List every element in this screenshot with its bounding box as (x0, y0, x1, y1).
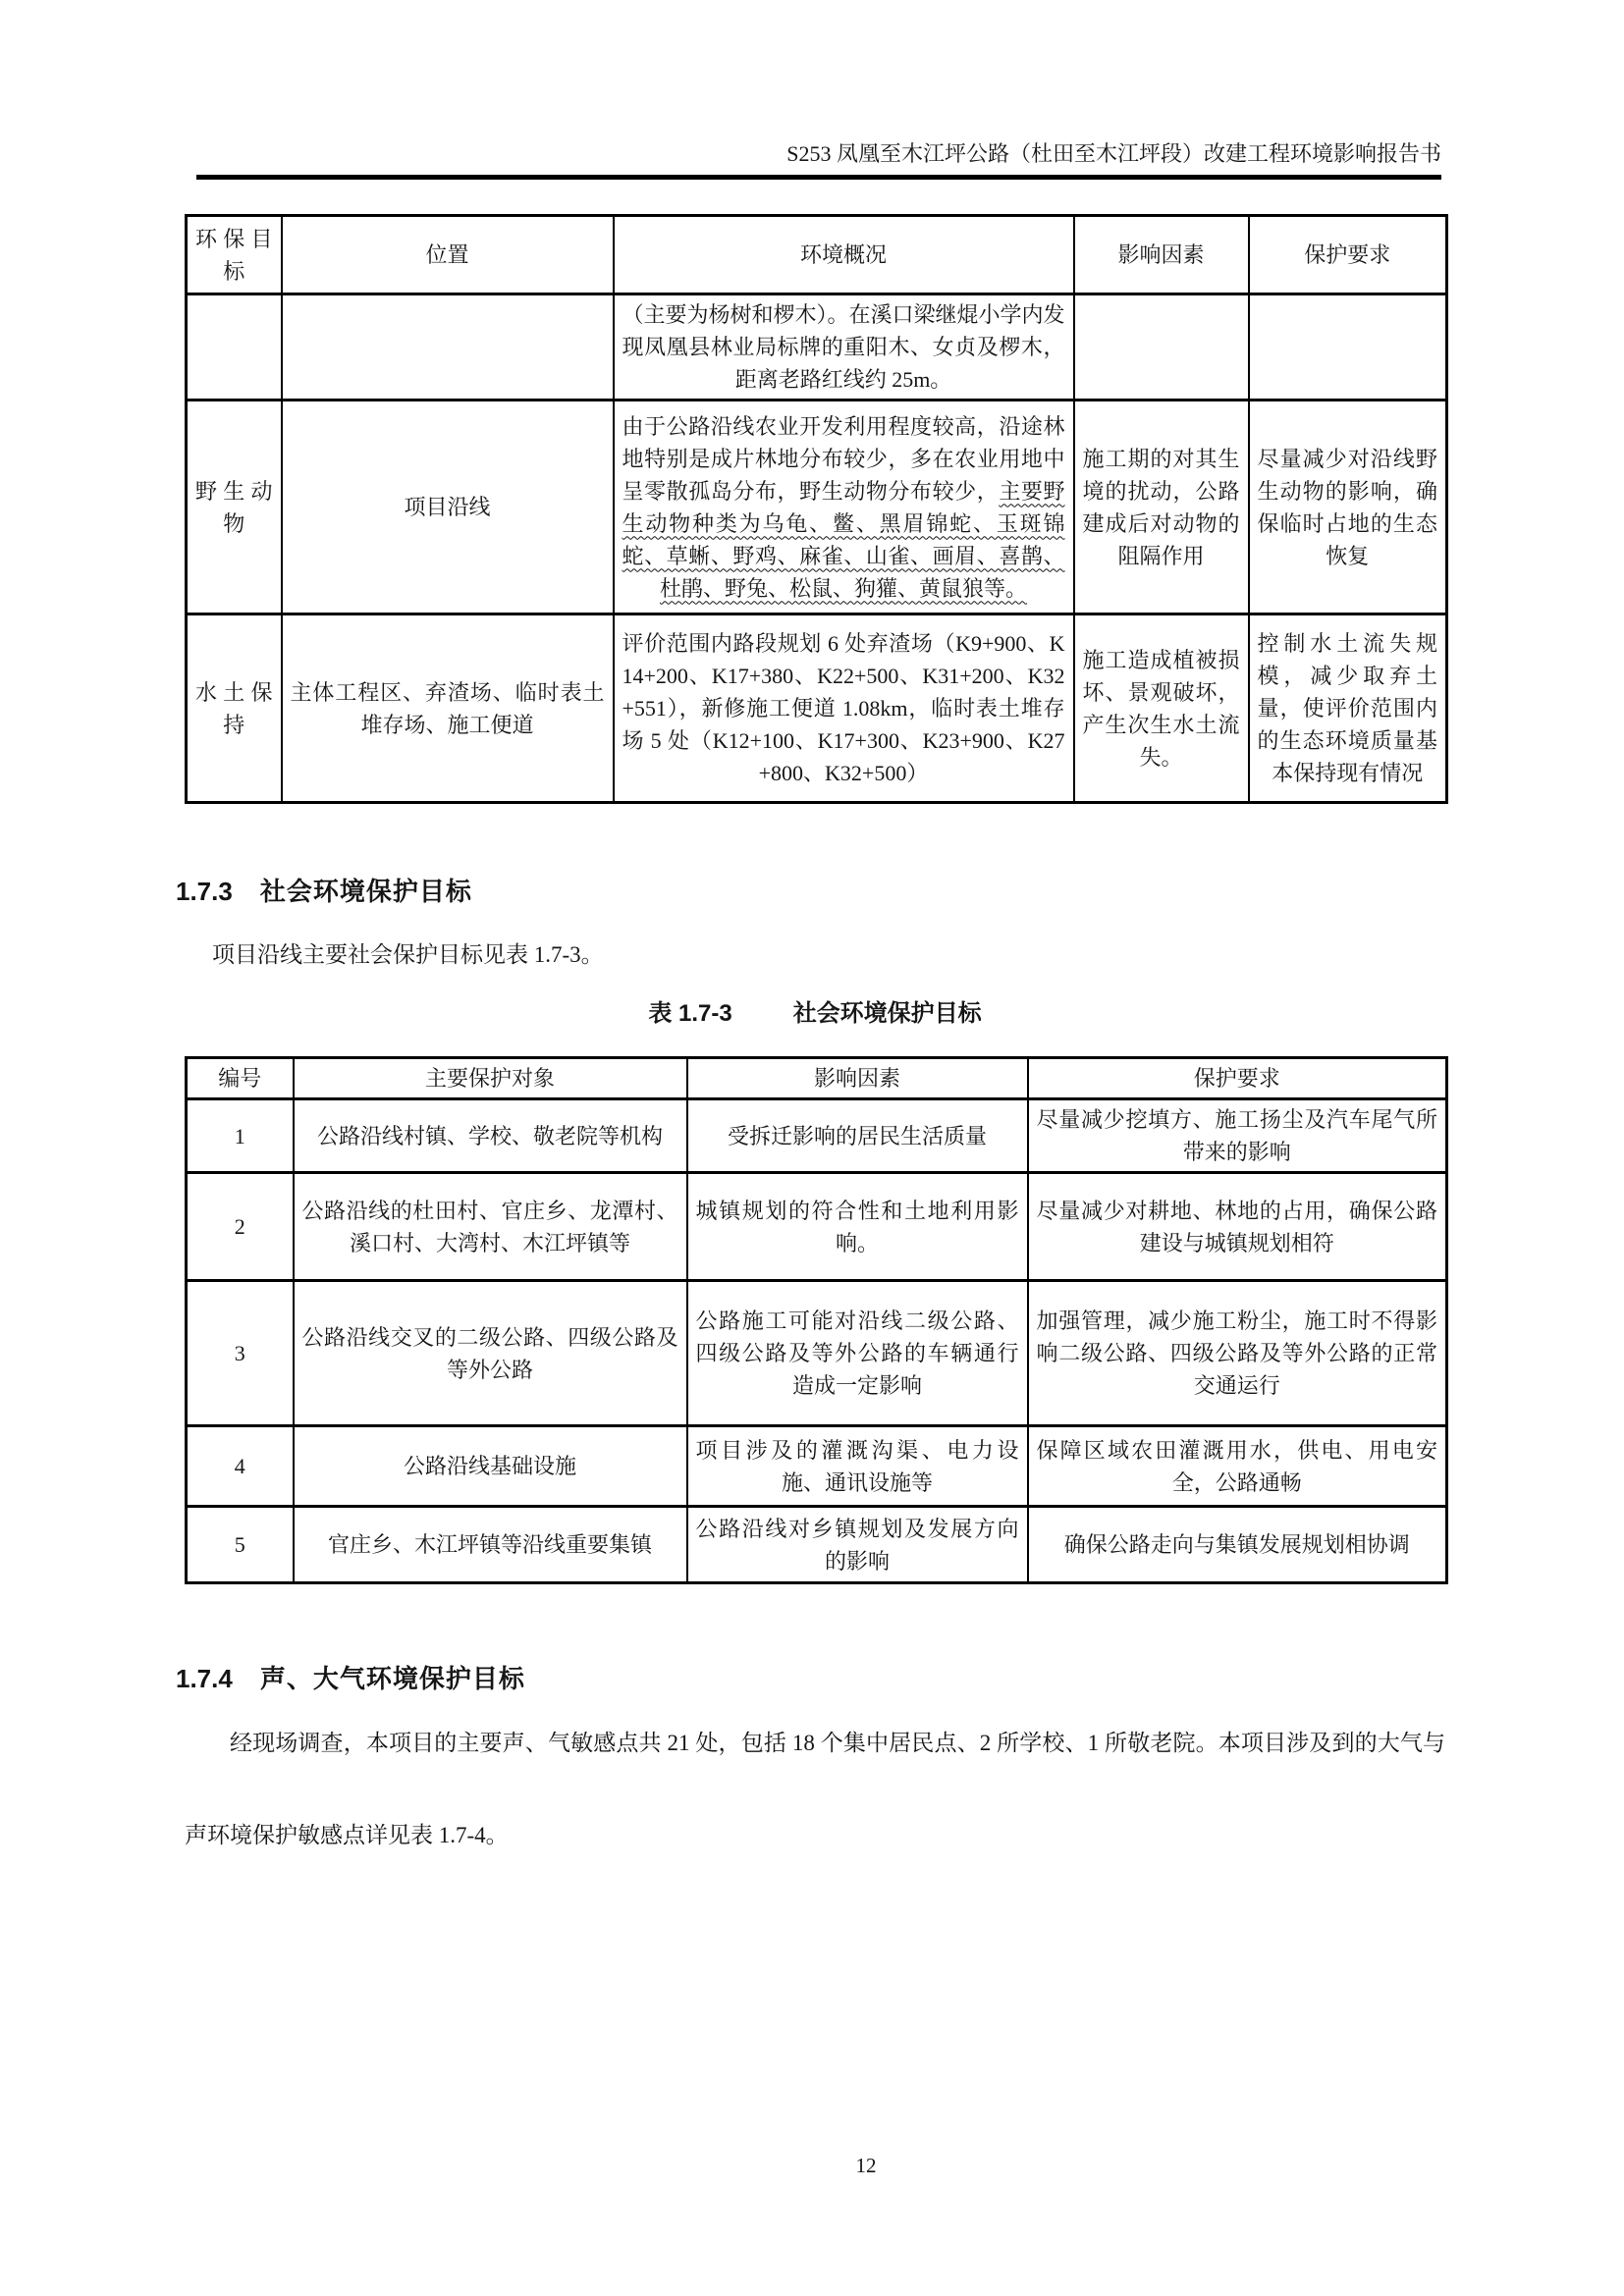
col-header-requirement: 保护要求 (1028, 1058, 1447, 1099)
section-title: 社会环境保护目标 (259, 877, 472, 906)
section-title: 声、大气环境保护目标 (259, 1664, 525, 1693)
env-protection-targets-table (185, 214, 1448, 804)
table-header-row (187, 216, 1447, 294)
wildlife-species-wavy-underline: 主要野生动物种类为乌龟、鳖、黑眉锦蛇、玉斑锦蛇、草蜥、野鸡、麻雀、山雀、画眉、喜鹊、杜鹃、野兔、松鼠、狗獾、黄鼠狼等。 (622, 478, 1065, 601)
cell-object: 公路沿线的杜田村、官庄乡、龙潭村、溪口村、大湾村、木江坪镇等 (294, 1173, 687, 1281)
section-number: 1.7.3 (176, 877, 233, 906)
section-heading-174 (176, 1662, 525, 1695)
table-row (187, 1099, 1447, 1173)
cell-overview: 评价范围内路段规划 6 处弃渣场（K9+900、K14+200、K17+380、K22+500、K31+200、K32+551），新修施工便道 1.08km，临时表土堆存场 5 处（K12+100、K17+300、K23+900、K27+800、K32+500） (614, 614, 1074, 803)
cell-target: 水土保持 (187, 614, 282, 803)
report-title: S253 凤凰至木江坪公路（杜田至木江坪段）改建工程环境影响报告书 (786, 141, 1441, 166)
cell-target: 野生动物 (187, 400, 282, 614)
table-row (187, 1173, 1447, 1281)
cell-location (282, 294, 614, 400)
cell-factor (1074, 294, 1249, 400)
page-number: 12 (855, 2154, 877, 2177)
table-row-continuation (187, 294, 1447, 400)
cell-requirement: 加强管理，减少施工粉尘，施工时不得影响二级公路、四级公路及等外公路的正常交通运行 (1028, 1281, 1447, 1426)
table-caption-173 (185, 997, 1445, 1031)
cell-requirement: 尽量减少挖填方、施工扬尘及汽车尾气所带来的影响 (1028, 1099, 1447, 1173)
paragraph-173 (185, 938, 1445, 972)
col-header-no: 编号 (187, 1058, 294, 1099)
paragraph-text: 经现场调查，本项目的主要声、气敏感点共 21 处，包括 18 个集中居民点、2 所学校、1 所敬老院。本项目涉及到的大气与声环境保护敏感点详见表 1.7-4。 (185, 1731, 1446, 1847)
table-row (187, 1507, 1447, 1583)
caption-title: 社会环境保护目标 (792, 1000, 982, 1027)
table-row-wildlife (187, 400, 1447, 614)
cell-object: 公路沿线交叉的二级公路、四级公路及等外公路 (294, 1281, 687, 1426)
col-header-factor: 影响因素 (1074, 216, 1249, 294)
table-row-soil-water (187, 614, 1447, 803)
cell-object: 公路沿线基础设施 (294, 1426, 687, 1507)
col-header-object: 主要保护对象 (294, 1058, 687, 1099)
cell-requirement: 控制水土流失规模，减少取弃土量，使评价范围内的生态环境质量基本保持现有情况 (1249, 614, 1447, 803)
cell-location: 主体工程区、弃渣场、临时表土堆存场、施工便道 (282, 614, 614, 803)
cell-factor: 受拆迁影响的居民生活质量 (687, 1099, 1028, 1173)
table-row (187, 1281, 1447, 1426)
table-row (187, 1426, 1447, 1507)
social-env-targets-table (185, 1056, 1448, 1584)
section-heading-173 (176, 875, 472, 908)
table-header-row (187, 1058, 1447, 1099)
cell-target (187, 294, 282, 400)
col-header-factor: 影响因素 (687, 1058, 1028, 1099)
cell-requirement: 尽量减少对耕地、林地的占用，确保公路建设与城镇规划相符 (1028, 1173, 1447, 1281)
col-header-overview: 环境概况 (614, 216, 1074, 294)
cell-factor: 施工期的对其生境的扰动，公路建成后对动物的阻隔作用 (1074, 400, 1249, 614)
cell-requirement: 确保公路走向与集镇发展规划相协调 (1028, 1507, 1447, 1583)
col-header-location: 位置 (282, 216, 614, 294)
cell-factor: 城镇规划的符合性和土地利用影响。 (687, 1173, 1028, 1281)
cell-requirement: 保障区域农田灌溉用水，供电、用电安全，公路通畅 (1028, 1426, 1447, 1507)
cell-object: 官庄乡、木江坪镇等沿线重要集镇 (294, 1507, 687, 1583)
col-header-requirement: 保护要求 (1249, 216, 1447, 294)
cell-factor: 公路施工可能对沿线二级公路、四级公路及等外公路的车辆通行造成一定影响 (687, 1281, 1028, 1426)
cell-overview: （主要为杨树和椤木）。在溪口梁继焜小学内发现凤凰县林业局标牌的重阳木、女贞及椤木，距离老路红线约 25m。 (614, 294, 1074, 400)
cell-requirement (1249, 294, 1447, 400)
cell-object: 公路沿线村镇、学校、敬老院等机构 (294, 1099, 687, 1173)
cell-factor: 施工造成植被损坏、景观破坏，产生次生水土流失。 (1074, 614, 1249, 803)
caption-label: 表 1.7-3 (648, 1000, 732, 1027)
cell-no: 5 (187, 1507, 294, 1583)
cell-factor: 公路沿线对乡镇规划及发展方向的影响 (687, 1507, 1028, 1583)
col-header-env-target: 环保目标 (187, 216, 282, 294)
cell-no: 4 (187, 1426, 294, 1507)
cell-requirement: 尽量减少对沿线野生动物的影响，确保临时占地的生态恢复 (1249, 400, 1447, 614)
overview-plain-text: 由于公路沿线农业开发利用程度较高，沿途林地特别是成片林地分布较少，多在农业用地中呈零散孤岛分布，野生动物分布较少， (622, 413, 1065, 504)
cell-location: 项目沿线 (282, 400, 614, 614)
running-header (196, 139, 1441, 180)
cell-overview (614, 400, 1074, 614)
paragraph-text: 项目沿线主要社会保护目标见表 1.7-3。 (212, 942, 604, 967)
cell-no: 2 (187, 1173, 294, 1281)
section-number: 1.7.4 (176, 1664, 233, 1693)
paragraph-174 (185, 1697, 1445, 1882)
cell-no: 1 (187, 1099, 294, 1173)
cell-factor: 项目涉及的灌溉沟渠、电力设施、通讯设施等 (687, 1426, 1028, 1507)
cell-no: 3 (187, 1281, 294, 1426)
